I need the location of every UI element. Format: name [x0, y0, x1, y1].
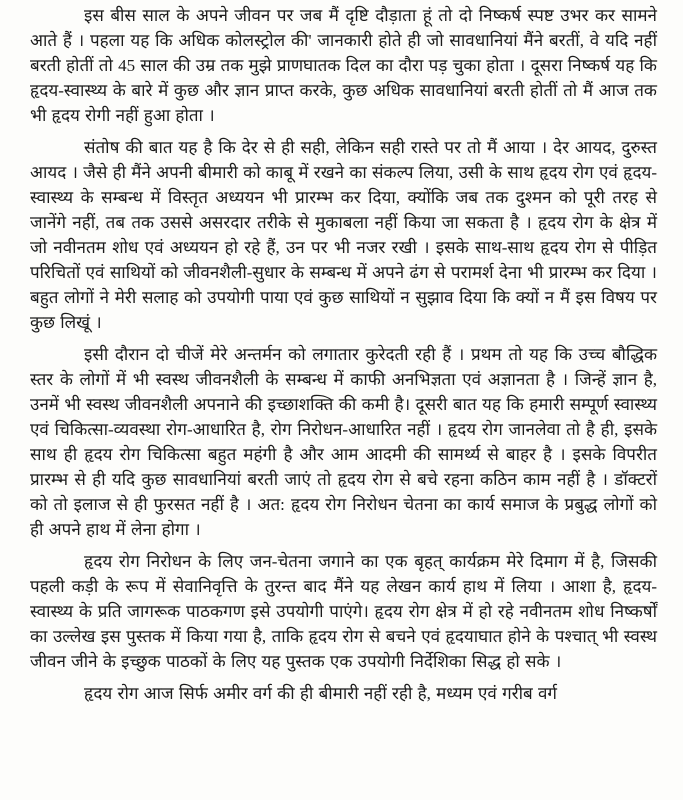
paragraph: इस बीस साल के अपने जीवन पर जब मैं दृष्टि दौड़ाता हूं तो दो निष्कर्ष स्पष्ट उभर कर सामने आते हैं । पहला यह कि अधिक कोलस्ट्रोल की' जानकारी होते ही जो सावधानियां मैंने बरतीं, वे यदि नहीं बरती होतीं तो 45 साल की उम्र तक मुझे प्राणघातक दिल का दौरा पड़ चुका होता । दूसरा निष्कर्ष यह कि हृदय-स्वास्थ्य के बारे में कुछ और ज्ञान प्राप्त करके, कुछ अधिक सावधानियां बरती होतीं तो मैं आज तक भी हृदय रोगी नहीं हुआ होता । — [30, 6, 657, 125]
paragraph: इसी दौरान दो चीजें मेरे अन्तर्मन को लगातार कुरेदती रही हैं । प्रथम तो यह कि उच्च बौद्धिक स्तर के लोगों में भी स्वस्थ जीवनशैली के सम्बन्ध में काफी अनभिज्ञता एवं अज्ञानता है । जिन्हें ज्ञान है, उनमें भी स्वस्थ जीवनशैली अपनाने की इच्छाशक्ति की कमी है। दूसरी बात यह कि हमारी सम्पूर्ण स्वास्थ्य एवं चिकित्सा-व्यवस्था रोग-आधारित है, रोग निरोधन-आधारित नहीं । हृदय रोग जानलेवा तो है ही, इसके साथ ही हृदय रोग चिकित्सा बहुत महंगी है और आम आदमी की सामर्थ्य से बाहर है । इसके विपरीत प्रारम्भ से ही यदि कुछ सावधानियां बरती जाएं तो हृदय रोग से बचे रहना कठिन काम नहीं है । डॉक्टरों को तो इलाज से ही फुरसत नहीं है । अत: हृदय रोग निरोधन चेतना का कार्य समाज के प्रबुद्ध लोगों को ही अपने हाथ में लेना होगा । — [30, 345, 657, 539]
paragraph: हृदय रोग आज सिर्फ अमीर वर्ग की ही बीमारी नहीं रही है, मध्यम एवं गरीब वर्ग — [84, 684, 557, 703]
paragraph: संतोष की बात यह है कि देर से ही सही, लेकिन सही रास्ते पर तो मैं आया । देर आयद, दुरुस्त आयद । जैसे ही मैंने अपनी बीमारी को काबू में रखने का संकल्प लिया, उसी के साथ हृदय रोग एवं हृदय-स्वास्थ्य के सम्बन्ध में विस्तृत अध्ययन भी प्रारम्भ कर दिया, क्योंकि जब तक दुश्मन को पूरी तरह से जानेंगे नहीं, तब तक उससे असरदार तरीके से मुकाबला नहीं किया जा सकता है । हृदय रोग के क्षेत्र में जो नवीनतम शोध एवं अध्ययन हो रहे हैं, उन पर भी नजर रखी । इसके साथ-साथ हृदय रोग से पीड़ित परिचितों एवं साथियों को जीवनशैली-सुधार के सम्बन्ध में अपने ढंग से परामर्श देना भी प्रारम्भ कर दिया । बहुत लोगों ने मेरी सलाह को उपयोगी पाया एवं कुछ साथियों न सुझाव दिया कि क्यों न मैं इस विषय पर कुछ लिखूं । — [30, 138, 657, 332]
paragraph: हृदय रोग निरोधन के लिए जन-चेतना जगाने का एक बृहत् कार्यक्रम मेरे दिमाग में है, जिसकी पहली कड़ी के रूप में सेवानिवृत्ति के तुरन्त बाद मैंने यह लेखन कार्य हाथ में लिया । आशा है, हृदय-स्वास्थ्य के प्रति जागरूक पाठकगण इसे उपयोगी पाएंगे। हृदय रोग क्षेत्र में हो रहे नवीनतम शोध निष्कर्षों का उल्लेख इस पुस्तक में किया गया है, ताकि हृदय रोग से बचने एवं हृदयाघात होने के पश्चात् भी स्वस्थ जीवन जीने के इच्छुक पाठकों के लिए यह पुस्तक एक उपयोगी निर्देशिका सिद्ध हो सके । — [30, 552, 657, 671]
